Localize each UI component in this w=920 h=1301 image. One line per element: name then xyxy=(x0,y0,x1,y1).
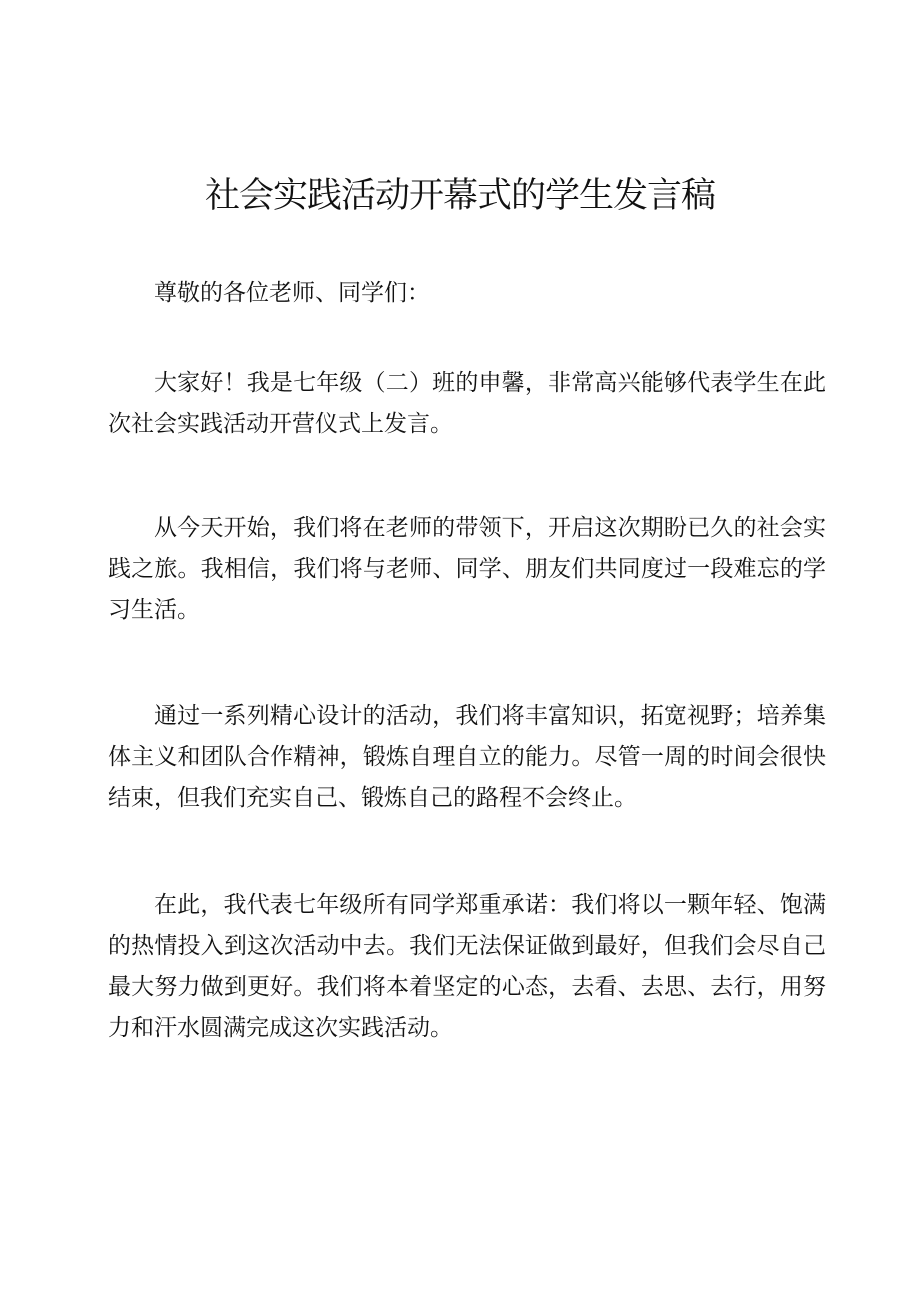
paragraph-4: 在此，我代表七年级所有同学郑重承诺：我们将以一颗年轻、饱满的热情投入到这次活动中去。我们无法保证做到最好，但我们会尽自己最大努力做到更好。我们将本着坚定的心态，去看、去思、去行，用努力和汗水圆满完成这次实践活动。 xyxy=(108,892,826,1041)
paragraph-1: 大家好！我是七年级（二）班的申馨，非常高兴能够代表学生在此次社会实践活动开营仪式上发言。 xyxy=(108,370,826,437)
paragraph-2: 从今天开始，我们将在老师的带领下，开启这次期盼已久的社会实践之旅。我相信，我们将与老师、同学、朋友们共同度过一段难忘的学习生活。 xyxy=(108,515,826,623)
paragraph-3: 通过一系列精心设计的活动，我们将丰富知识，拓宽视野；培养集体主义和团队合作精神，锻炼自理自立的能力。尽管一周的时间会很快结束，但我们充实自己、锻炼自己的路程不会终止。 xyxy=(108,703,826,811)
document-title: 社会实践活动开幕式的学生发言稿 xyxy=(204,176,715,216)
salutation: 尊敬的各位老师、同学们： xyxy=(154,280,430,306)
